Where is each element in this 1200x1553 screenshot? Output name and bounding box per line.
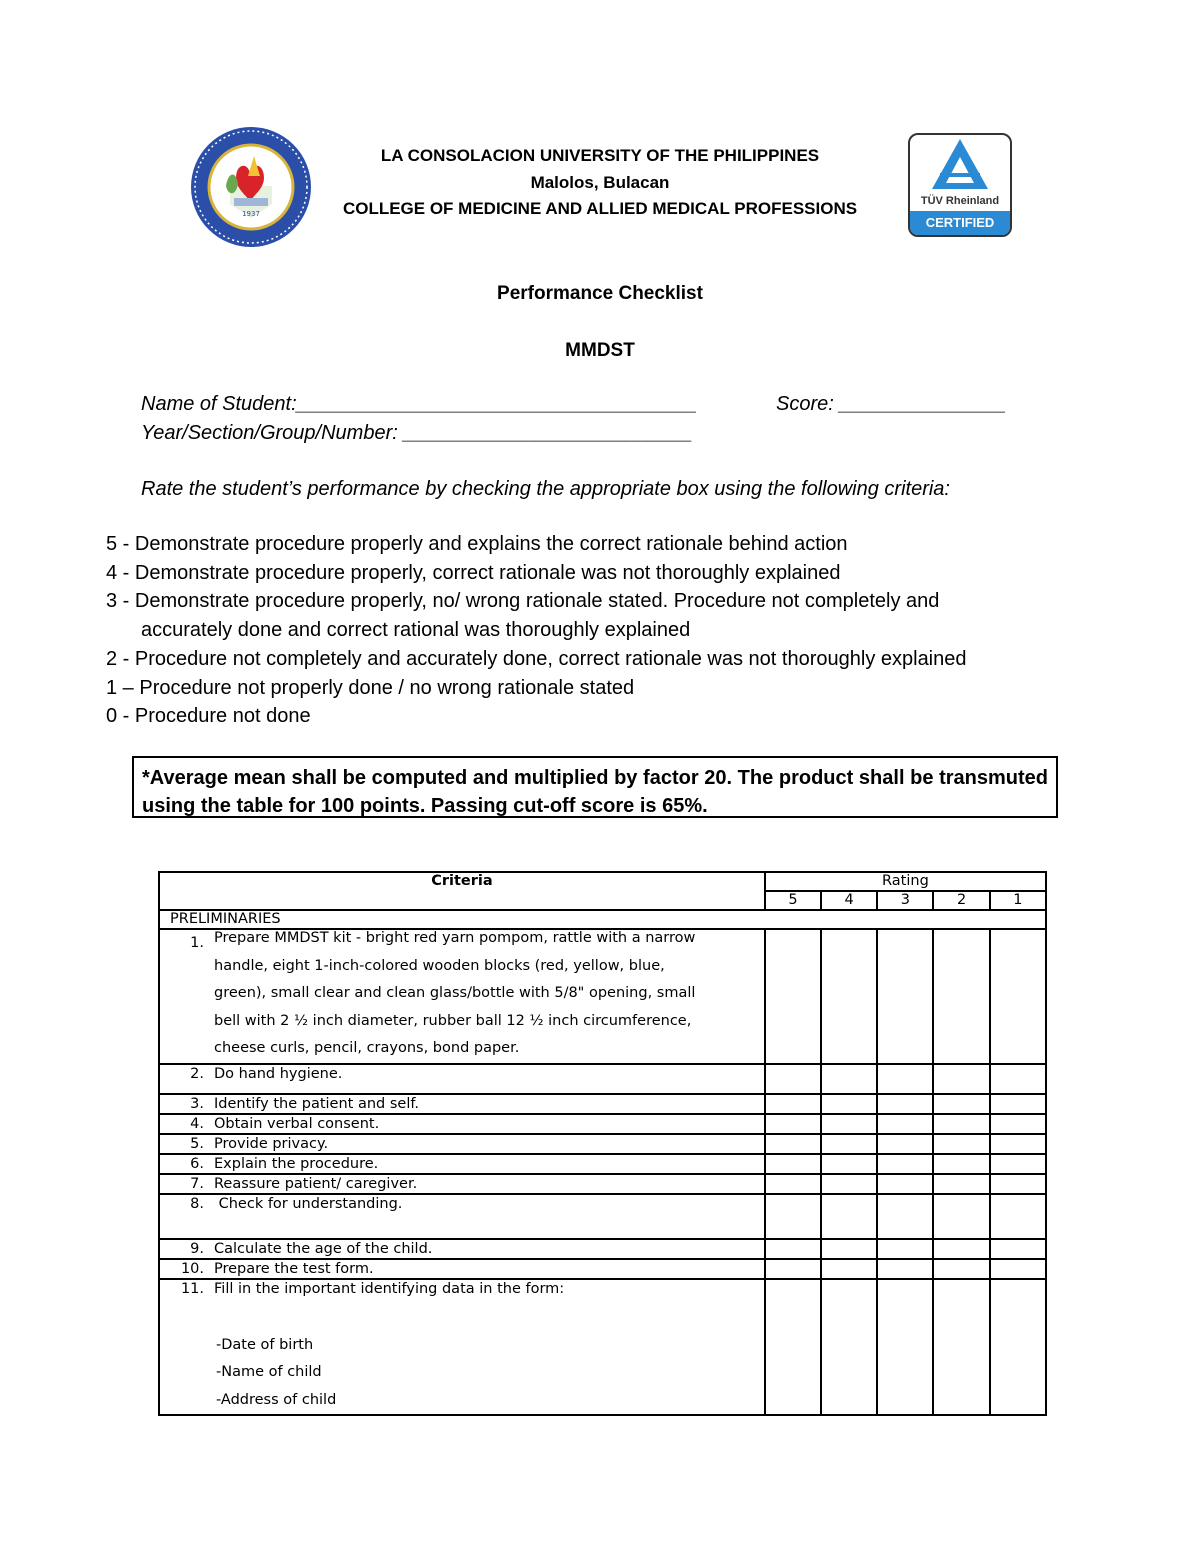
rating-cell[interactable] [933, 1064, 989, 1094]
badge-label: CERTIFIED [910, 211, 1010, 235]
rating-cell[interactable] [933, 1094, 989, 1114]
rating-cell[interactable] [765, 1279, 821, 1416]
rating-cell[interactable] [821, 1134, 877, 1154]
rating-cell[interactable] [765, 1174, 821, 1194]
rating-cell[interactable] [765, 1134, 821, 1154]
rating-cell[interactable] [877, 1194, 933, 1239]
criterion-5: 5 - Demonstrate procedure properly and explains the correct rationale behind action [106, 533, 848, 555]
rating-cell[interactable] [933, 929, 989, 1064]
rating-cell[interactable] [765, 1114, 821, 1134]
item-text: Explain the procedure. [214, 1155, 379, 1172]
rating-cell[interactable] [933, 1259, 989, 1279]
item-number: 9. [190, 1240, 204, 1257]
rating-cell[interactable] [765, 929, 821, 1064]
checklist-table [158, 871, 1047, 1416]
item-number: 5. [190, 1135, 204, 1152]
rating-2-header: 2 [933, 891, 989, 910]
item-text: Check for understanding. [214, 1195, 403, 1212]
rating-cell[interactable] [765, 1194, 821, 1239]
rating-cell[interactable] [990, 1174, 1046, 1194]
table-row [159, 1194, 1046, 1239]
computation-note: *Average mean shall be computed and multiplied by factor 20. The product shall be transmuted using the table for 100 points. Passing cut-off score is 65%. [132, 756, 1058, 818]
rating-cell[interactable] [765, 1259, 821, 1279]
item-text: cheese curls, pencil, crayons, bond paper. [214, 1040, 520, 1056]
rating-cell[interactable] [821, 1279, 877, 1416]
item-number: 2. [190, 1065, 204, 1082]
badge-brand: TÜV Rheinland [920, 195, 1000, 207]
rating-cell[interactable] [933, 1134, 989, 1154]
criterion-3: 3 - Demonstrate procedure properly, no/ wrong rationale stated. Procedure not completely and [106, 590, 940, 612]
item-text: handle, eight 1-inch-colored wooden blocks (red, yellow, blue, [214, 957, 665, 974]
table-row [159, 929, 1046, 1064]
rating-cell[interactable] [990, 1094, 1046, 1114]
item-number: 6. [190, 1155, 204, 1172]
rating-cell[interactable] [877, 1094, 933, 1114]
document-subtitle: MMDST [565, 340, 635, 361]
rating-cell[interactable] [877, 929, 933, 1064]
university-seal [190, 126, 312, 248]
rating-cell[interactable] [990, 1239, 1046, 1259]
rating-cell[interactable] [990, 1114, 1046, 1134]
rating-cell[interactable] [877, 1064, 933, 1094]
table-row [159, 1064, 1046, 1094]
university-location: Malolos, Bulacan [530, 173, 670, 192]
criterion-0: 0 - Procedure not done [106, 705, 311, 727]
item-number: 1. [190, 935, 204, 951]
item-text: Fill in the important identifying data in the form: [214, 1280, 565, 1297]
item-text: Prepare the test form. [214, 1260, 374, 1277]
rating-cell[interactable] [933, 1239, 989, 1259]
rating-cell[interactable] [933, 1279, 989, 1416]
rating-cell[interactable] [990, 1279, 1046, 1416]
table-row [159, 1174, 1046, 1194]
item-text: Identify the patient and self. [214, 1095, 420, 1112]
table-row [159, 1239, 1046, 1259]
item-number: 10. [180, 1260, 204, 1277]
table-row [159, 1094, 1046, 1114]
rating-header: Rating [765, 872, 1046, 891]
table-row [159, 1154, 1046, 1174]
rating-cell[interactable] [821, 1174, 877, 1194]
section-preliminaries: PRELIMINARIES [159, 910, 1046, 929]
item-text: Prepare MMDST kit - bright red yarn pompom, rattle with a narrow [214, 930, 696, 946]
rating-cell[interactable] [821, 1239, 877, 1259]
item-text: Reassure patient/ caregiver. [214, 1175, 418, 1192]
rating-cell[interactable] [877, 1114, 933, 1134]
college-name: COLLEGE OF MEDICINE AND ALLIED MEDICAL PROFESSIONS [342, 199, 858, 218]
rating-cell[interactable] [990, 1194, 1046, 1239]
rating-cell[interactable] [821, 1114, 877, 1134]
table-row [159, 1114, 1046, 1134]
criterion-2: 2 - Procedure not completely and accurately done, correct rationale was not thoroughly explained [106, 648, 967, 670]
rating-cell[interactable] [933, 1194, 989, 1239]
rating-cell[interactable] [821, 1259, 877, 1279]
sub-item-date-of-birth: -Date of birth [216, 1336, 314, 1353]
item-number: 3. [190, 1095, 204, 1112]
rating-cell[interactable] [990, 1064, 1046, 1094]
rating-cell[interactable] [933, 1114, 989, 1134]
rating-cell[interactable] [933, 1174, 989, 1194]
rating-cell[interactable] [990, 1259, 1046, 1279]
item-text: bell with 2 ½ inch diameter, rubber ball 12 ½ inch circumference, [214, 1012, 692, 1029]
item-text: Calculate the age of the child. [214, 1240, 433, 1257]
rating-cell[interactable] [821, 1154, 877, 1174]
svg-text:1937: 1937 [242, 210, 260, 218]
rating-cell[interactable] [877, 1239, 933, 1259]
item-number: 7. [190, 1175, 204, 1192]
item-number: 8. [190, 1195, 204, 1212]
rating-cell[interactable] [765, 1239, 821, 1259]
sub-item-address-of-child: -Address of child [216, 1391, 337, 1408]
tuv-certified-badge [908, 133, 1012, 237]
rating-1-header: 1 [990, 891, 1046, 910]
rating-5-header: 5 [765, 891, 821, 910]
rating-cell[interactable] [877, 1259, 933, 1279]
rating-cell[interactable] [821, 1064, 877, 1094]
document-title: Performance Checklist [497, 283, 703, 304]
instruction-text: Rate the student’s performance by checking the appropriate box using the following criteria: [141, 478, 950, 500]
table-row [159, 1134, 1046, 1154]
sub-item-name-of-child: -Name of child [216, 1364, 322, 1380]
university-name: LA CONSOLACION UNIVERSITY OF THE PHILIPPINES [380, 146, 820, 165]
rating-cell[interactable] [990, 929, 1046, 1064]
criterion-1: 1 – Procedure not properly done / no wrong rationale stated [106, 677, 635, 699]
rating-cell[interactable] [821, 1194, 877, 1239]
rating-cell[interactable] [765, 1094, 821, 1114]
rating-cell[interactable] [765, 1064, 821, 1094]
year-section-field[interactable]: Year/Section/Group/Number: __________________________ [141, 422, 693, 444]
rating-4-header: 4 [821, 891, 877, 910]
name-of-student-field[interactable]: Name of Student:____________________________________ [141, 393, 698, 415]
rating-cell[interactable] [877, 1174, 933, 1194]
rating-cell[interactable] [821, 1094, 877, 1114]
rating-cell[interactable] [877, 1154, 933, 1174]
item-text: Provide privacy. [214, 1135, 329, 1152]
item-text: Obtain verbal consent. [214, 1115, 380, 1132]
item-number: 11. [180, 1280, 204, 1297]
rating-cell[interactable] [877, 1279, 933, 1416]
criteria-header: Criteria [159, 872, 765, 910]
item-text: Do hand hygiene. [214, 1065, 343, 1082]
rating-cell[interactable] [821, 929, 877, 1064]
rating-cell[interactable] [990, 1134, 1046, 1154]
item-number: 4. [190, 1115, 204, 1132]
score-field[interactable]: Score: _______________ [776, 393, 1007, 415]
rating-cell[interactable] [933, 1154, 989, 1174]
rating-cell[interactable] [990, 1154, 1046, 1174]
table-row [159, 1259, 1046, 1279]
criterion-4: 4 - Demonstrate procedure properly, correct rationale was not thoroughly explained [106, 562, 841, 584]
criterion-3-continued: accurately done and correct rational was thoroughly explained [141, 619, 691, 641]
rating-3-header: 3 [877, 891, 933, 910]
rating-cell[interactable] [877, 1134, 933, 1154]
table-row [159, 1279, 1046, 1416]
item-text: green), small clear and clean glass/bottle with 5/8" opening, small [214, 985, 696, 1001]
rating-cell[interactable] [765, 1154, 821, 1174]
